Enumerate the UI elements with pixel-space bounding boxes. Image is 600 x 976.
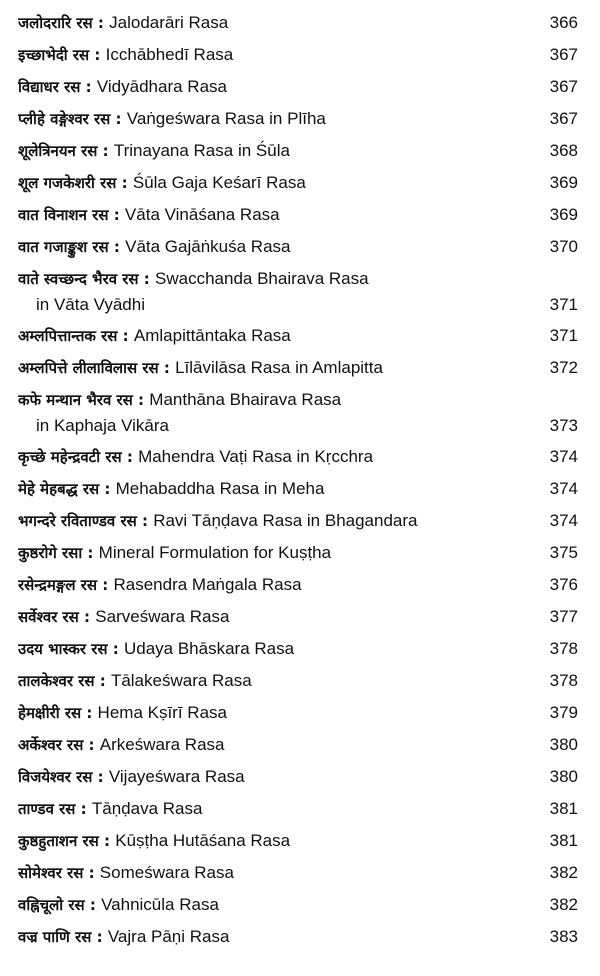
entry-english-name: Vaṅgeśwara Rasa in Plīha [126,109,326,128]
entry-separator: : [75,800,92,818]
entry-page-number: 380 [549,767,578,786]
toc-entry-title [18,42,578,68]
entry-english-name: Udaya Bhāskara Rasa [123,639,295,658]
toc-entry-title [18,74,578,100]
toc-entry [18,761,578,793]
entry-page-number: 372 [549,358,578,377]
entry-separator: : [132,391,150,409]
entry-page-number: 382 [549,863,578,882]
entry-english-name: Icchābhedī Rasa [105,45,234,64]
entry-page-number: 375 [549,543,578,562]
toc-entry [18,825,578,857]
entry-english-name: Vahnicūla Rasa [101,895,219,914]
entry-page-number: 382 [549,895,578,914]
entry-page-number: 376 [549,575,578,594]
entry-hindi-name: रसेन्द्रमङ्गल रस [18,576,98,594]
toc-entry [18,135,578,167]
entry-english-name: Amlapittāntaka Rasa [133,326,291,345]
toc-entry-title [18,323,578,349]
entry-separator: : [98,832,116,850]
entry-hindi-name: कफे मन्थान भैरव रस [18,391,133,409]
toc-list [18,7,578,953]
entry-hindi-name: वात गजाङ्कुश रस [18,238,109,256]
entry-english-name: Śūla Gaja Keśarī Rasa [132,173,306,192]
entry-hindi-name: कुष्ठरोगे रसा [18,544,83,562]
entry-english-name: Mahendra Vaṭi Rasa in Kṛcchra [138,447,374,466]
toc-entry [18,473,578,505]
entry-english-name: Mineral Formulation for Kuṣṭha [98,543,332,562]
entry-page-number: 379 [549,703,578,722]
entry-english-name: Vijayeśwara Rasa [108,767,245,786]
entry-hindi-name: अम्लपित्ते लीलाविलास रस [18,359,159,377]
entry-english-name: Vāta Vināśana Rasa [124,205,280,224]
entry-separator: : [84,896,102,914]
entry-page-number: 383 [549,927,578,946]
entry-hindi-name: हेमक्षीरी रस [18,704,82,722]
toc-entry [18,167,578,199]
toc-entry-title [18,234,578,260]
entry-hindi-name: वाते स्वच्छन्द भैरव रस [18,270,139,288]
toc-entry-title [18,202,578,228]
entry-page-number: 377 [549,607,578,626]
entry-page-number: 381 [549,831,578,850]
entry-english-name: Jalodarāri Rasa [109,13,229,32]
toc-entry-title [18,572,578,598]
entry-separator: : [108,206,125,224]
toc-entry [18,665,578,697]
entry-english-name: Tālakeśwara Rasa [110,671,252,690]
entry-separator: : [136,512,154,530]
entry-page-number: 374 [549,511,578,530]
entry-separator: : [78,608,96,626]
toc-entry-title [18,700,578,726]
entry-page-number: 367 [549,45,578,64]
entry-hindi-name: अम्लपित्तान्तक रस [18,327,118,345]
toc-entry [18,633,578,665]
entry-page-number: 380 [549,735,578,754]
entry-separator: : [158,359,176,377]
entry-hindi-name: प्लीहे वङ्गेश्वर रस [18,110,111,128]
entry-hindi-name: शूलेत्रिनयन रस [18,142,98,160]
entry-page-number: 367 [549,109,578,128]
entry-continuation: in Kaphaja Vikāra [36,416,169,435]
entry-page-number: 371 [549,295,578,314]
entry-separator: : [91,928,108,946]
entry-separator: : [82,544,99,562]
entry-separator: : [92,768,109,786]
entry-page-number: 366 [549,13,578,32]
toc-entry-title [18,892,578,918]
toc-entry-title [18,387,578,439]
toc-entry [18,320,578,352]
toc-entry [18,921,578,953]
entry-page-number: 368 [549,141,578,160]
entry-english-name: Swacchanda Bhairava Rasa [155,269,369,288]
entry-separator: : [94,672,111,690]
entry-page-number: 371 [549,326,578,345]
entry-english-name: Tāṇḍava Rasa [91,799,203,818]
entry-english-name: Vajra Pāṇi Rasa [107,927,230,946]
entry-separator: : [83,864,100,882]
entry-english-name: Vidyādhara Rasa [96,77,227,96]
entry-english-name: Sarveśwara Rasa [95,607,230,626]
entry-english-name: Trinayana Rasa in Śūla [113,141,290,160]
entry-english-name: Arkeśwara Rasa [99,735,225,754]
entry-page-number: 378 [549,671,578,690]
entry-separator: : [110,110,127,128]
toc-entry [18,857,578,889]
toc-entry-title [18,636,578,662]
entry-hindi-name: विद्याधर रस [18,78,81,96]
toc-entry [18,263,578,320]
toc-entry-title [18,604,578,630]
toc-entry-title [18,170,578,196]
toc-entry-title [18,355,578,381]
entry-english-name: Manthāna Bhairava Rasa [149,390,342,409]
entry-page-number: 374 [549,447,578,466]
entry-separator: : [92,14,110,32]
toc-entry-title [18,860,578,886]
toc-entry [18,7,578,39]
entry-english-name: Vāta Gajāṅkuśa Rasa [125,237,291,256]
entry-hindi-name: अर्केश्वर रस [18,736,84,754]
entry-hindi-name: वज्र पाणि रस [18,928,92,946]
toc-entry [18,793,578,825]
toc-entry [18,71,578,103]
entry-separator: : [107,640,124,658]
entry-separator: : [99,480,116,498]
toc-entry [18,103,578,135]
toc-entry [18,384,578,441]
toc-entry [18,601,578,633]
entry-separator: : [81,704,98,722]
entry-hindi-name: कृच्छे महेन्द्रवटी रस [18,448,122,466]
entry-hindi-name: इच्छाभेदी रस [18,46,90,64]
entry-hindi-name: सोमेश्वर रस [18,864,84,882]
entry-separator: : [80,78,97,96]
entry-english-name: Hema Kṣīrī Rasa [97,703,227,722]
entry-separator: : [116,174,133,192]
toc-entry-title [18,444,578,470]
entry-hindi-name: जलोदरारि रस [18,14,93,32]
entry-page-number: 373 [549,416,578,435]
toc-entry-title [18,540,578,566]
toc-entry [18,199,578,231]
entry-hindi-name: वात विनाशन रस [18,206,109,224]
entry-hindi-name: कुष्ठहुताशन रस [18,832,99,850]
toc-entry-title [18,476,578,502]
entry-hindi-name: भगन्दरे रविताण्डव रस [18,512,137,530]
toc-entry-title [18,106,578,132]
toc-entry-title [18,764,578,790]
entry-page-number: 381 [549,799,578,818]
toc-entry-title [18,266,578,318]
entry-page-number: 369 [549,205,578,224]
toc-entry-title [18,732,578,758]
entry-english-name: Rasendra Maṅgala Rasa [113,575,302,594]
entry-separator: : [97,576,114,594]
toc-entry [18,505,578,537]
toc-entry-title [18,796,578,822]
entry-english-name: Ravi Tāṇḍava Rasa in Bhagandara [153,511,418,530]
entry-page-number: 378 [549,639,578,658]
entry-hindi-name: ताण्डव रस [18,800,76,818]
entry-page-number: 369 [549,173,578,192]
entry-english-name: Someśwara Rasa [99,863,234,882]
entry-hindi-name: शूल गजकेशरी रस [18,174,117,192]
entry-separator: : [108,238,126,256]
entry-page-number: 374 [549,479,578,498]
entry-page-number: 370 [549,237,578,256]
toc-entry-title [18,10,578,36]
entry-english-name: Kūṣṭha Hutāśana Rasa [115,831,291,850]
entry-separator: : [121,448,139,466]
entry-separator: : [83,736,100,754]
entry-separator: : [97,142,114,160]
entry-hindi-name: सर्वेश्वर रस [18,608,79,626]
toc-entry-title [18,828,578,854]
toc-entry [18,352,578,384]
entry-separator: : [117,327,134,345]
entry-hindi-name: तालकेश्वर रस [18,672,95,690]
entry-hindi-name: वह्निचूलो रस [18,896,85,914]
toc-entry-title [18,924,578,950]
toc-entry [18,569,578,601]
entry-hindi-name: मेहे मेहबद्ध रस [18,480,100,498]
toc-entry [18,231,578,263]
entry-english-name: Līlāvilāsa Rasa in Amlapitta [175,358,383,377]
entry-hindi-name: उदय भास्कर रस [18,640,108,658]
entry-separator: : [89,46,106,64]
toc-entry-title [18,508,578,534]
toc-entry-title [18,668,578,694]
toc-entry [18,729,578,761]
toc-entry [18,441,578,473]
entry-english-name: Mehabaddha Rasa in Meha [115,479,325,498]
entry-page-number: 367 [549,77,578,96]
toc-entry-title [18,138,578,164]
entry-separator: : [138,270,156,288]
entry-continuation: in Vāta Vyādhi [36,295,145,314]
toc-entry [18,39,578,71]
entry-hindi-name: विजयेश्वर रस [18,768,93,786]
toc-entry [18,537,578,569]
toc-entry [18,889,578,921]
toc-entry [18,697,578,729]
